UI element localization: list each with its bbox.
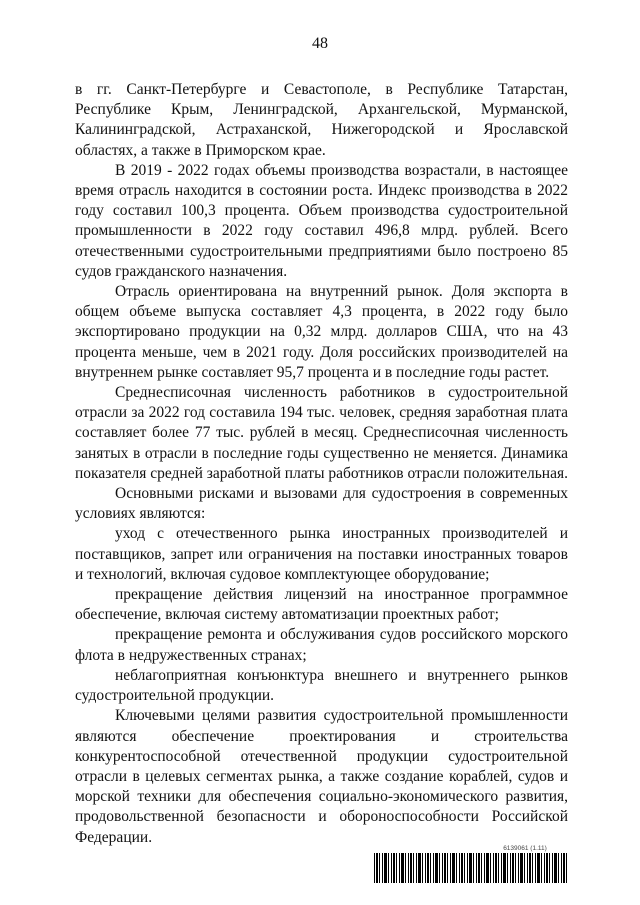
document-body: [75, 80, 568, 848]
paragraph: Отрасль ориентирована на внутренний рынок. Доля экспорта в общем объеме выпуска составляет 4,3 процента, в 2022 году было экспортировано продукции на 0,32 млрд. долларов США, что на 43 процента меньше, чем в 2021 году. Доля российских производителей на внутреннем рынке составляет 95,7 процента и в последние годы растет.: [75, 283, 568, 381]
paragraph: Ключевыми целями развития судостроительной промышленности являются обеспечение проектирования и строительства конкурентоспособной отечественной продукции судостроительной отрасли в целевых сегментах рынка, а также создание кораблей, судов и морской техники для обеспечения социально-экономического развития, продовольственной безопасности и обороноспособности Российской Федерации.: [75, 707, 568, 846]
paragraph: В 2019 - 2022 годах объемы производства возрастали, в настоящее время отрасль находится в состоянии роста. Индекс производства в 2022 году составил 100,3 процента. Объем производства судостроительной промышленности в 2022 году составил 496,8 млрд. рублей. Всего отечественными судостроительными предприятиями было построено 85 судов гражданского назначения.: [75, 161, 568, 280]
paragraph: Основными рисками и вызовами для судостроения в современных условиях являются:: [75, 485, 568, 523]
list-item: уход с отечественного рынка иностранных производителей и поставщиков, запрет или ограничения на поставки иностранных товаров и технологий, включая судовое комплектующее оборудование;: [75, 525, 568, 583]
paragraph: Среднесписочная численность работников в судостроительной отрасли за 2022 год составила 194 тыс. человек, средняя заработная плата составляет более 77 тыс. рублей в месяц. Среднесписочная численность занятых в отрасли в последние годы существенно не меняется. Динамика показателя средней заработной платы работников отрасли положительная.: [75, 384, 568, 482]
list-item: прекращение ремонта и обслуживания судов российского морского флота в недружественных странах;: [75, 626, 568, 664]
barcode-icon: [374, 853, 568, 883]
barcode-code: 6139061 (1.11): [503, 845, 547, 852]
paragraph: в гг. Санкт-Петербурге и Севастополе, в Республике Татарстан, Республике Крым, Ленинградской, Архангельской, Мурманской, Калининградской, Астраханской, Нижегородской и Ярославской областях, а также в Приморском крае.: [75, 81, 568, 159]
page-number: 48: [312, 35, 328, 52]
list-item: прекращение действия лицензий на иностранное программное обеспечение, включая систему автоматизации проектных работ;: [75, 586, 568, 624]
list-item: неблагоприятная конъюнктура внешнего и внутреннего рынков судостроительной продукции.: [75, 666, 568, 705]
